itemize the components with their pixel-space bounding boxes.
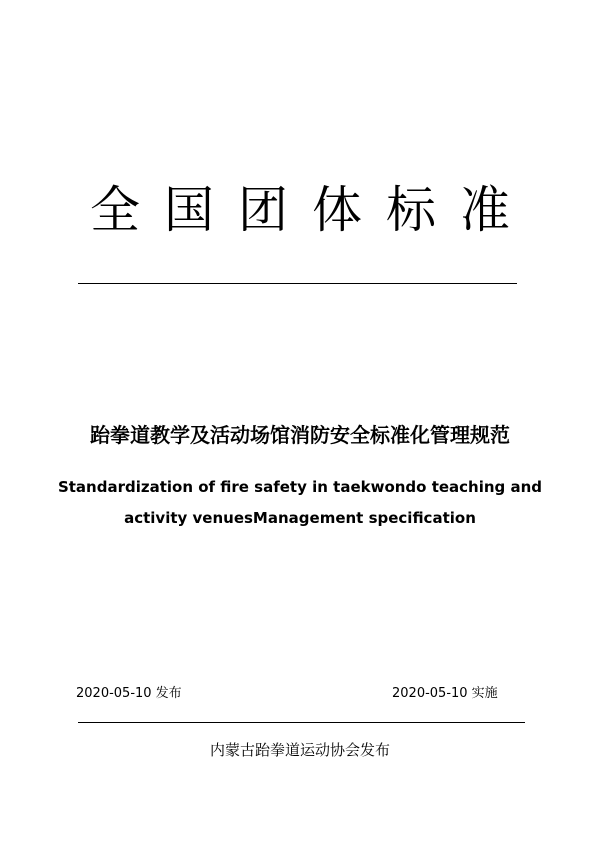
english-title-line-1: Standardization of fire safety in taekwondo teaching and [57,478,543,496]
english-title-line-2: activity venuesManagement specification [124,509,476,527]
publisher: 内蒙古跆拳道运动协会发布 [209,741,390,759]
effective-date: 2020-05-10 实施 [392,686,498,701]
publish-date: 2020-05-10 发布 [76,686,182,701]
chinese-title: 跆拳道教学及活动场馆消防安全标准化管理规范 [90,423,510,447]
top-divider [78,283,517,284]
standard-type-heading: 全国团体标准 [90,181,534,239]
bottom-divider [78,722,525,723]
